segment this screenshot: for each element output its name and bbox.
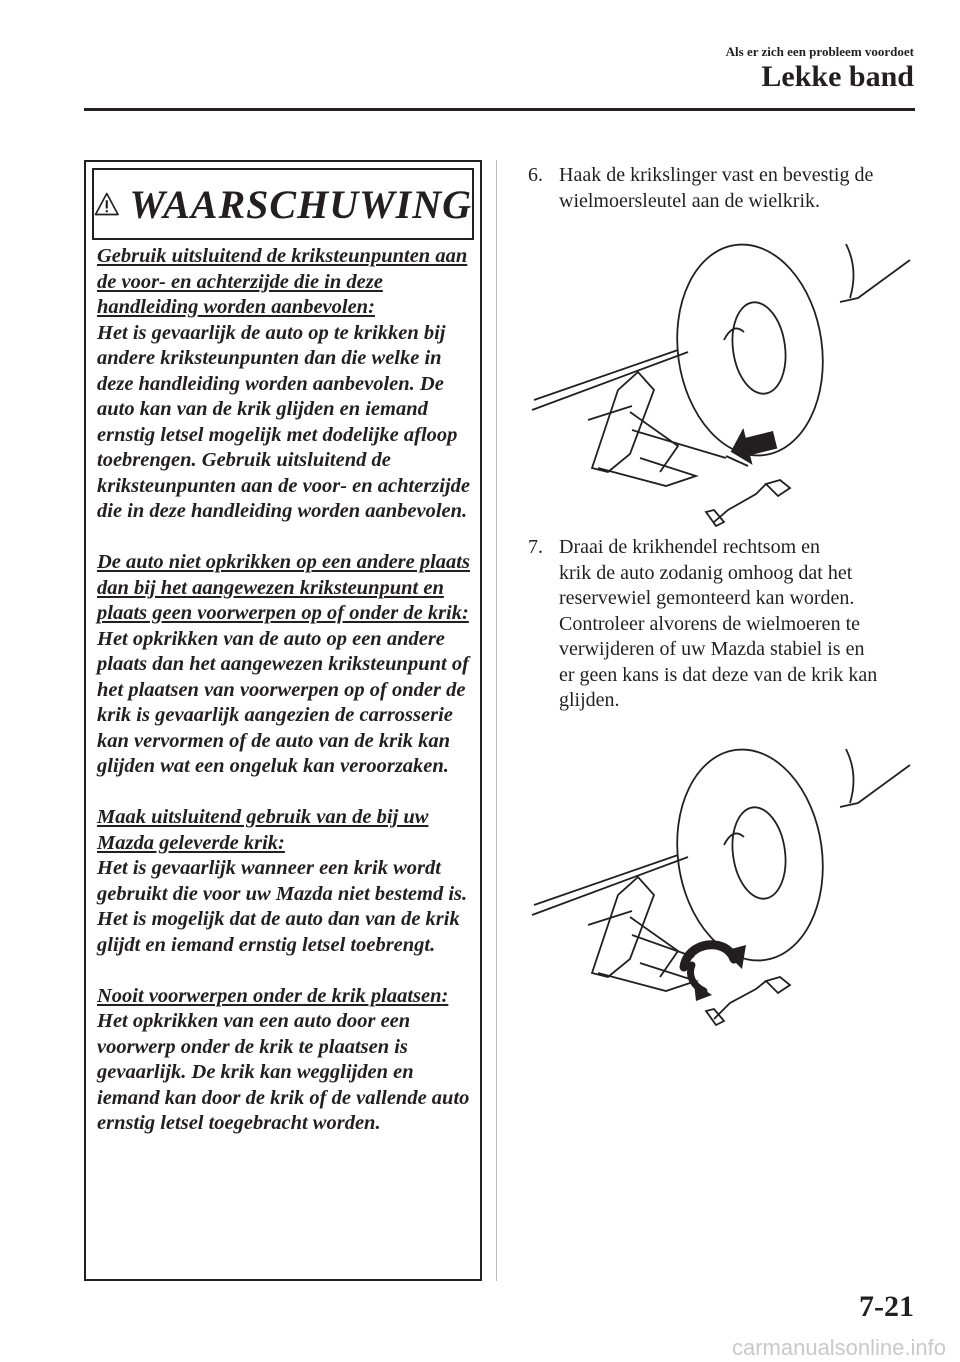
- warning-title: WAARSCHUWING: [129, 181, 472, 227]
- warning-heading-2: De auto niet opkrikken op een andere plaats dan bij het aangewezen kriksteunpunt en plaats geen voorwerpen op of onder de krik:: [97, 551, 470, 624]
- warning-block-4: [97, 984, 475, 1137]
- jack-cranking-illustration: [528, 745, 918, 1035]
- jack-handle-illustration: [528, 240, 918, 530]
- warning-text-4: Het opkrikken van een auto door een voorwerp onder de krik te plaatsen is gevaarlijk. De krik kan wegglijden en iemand kan door de krik of de vallende auto ernstig letsel toegebracht worden.: [97, 1010, 470, 1134]
- warning-text-2: Het opkrikken van de auto op een andere plaats dan het aangewezen kriksteunpunt of het plaatsen van voorwerpen op of onder de krik is gevaarlijk aangezien de carrosserie kan vervormen of de auto van de krik kan glijden wat een ongeluk kan veroorzaken.: [97, 627, 469, 777]
- step-line: krik de auto zodanig omhoog dat het: [559, 561, 853, 584]
- step-line: wielmoersleutel aan de wielkrik.: [559, 189, 821, 212]
- step-number: 6.: [528, 164, 543, 186]
- rotation-arrow-icon: [684, 945, 746, 1001]
- step-line: verwijderen of uw Mazda stabiel is en: [559, 638, 865, 660]
- page-title: Lekke band: [761, 60, 914, 93]
- step-line: glijden.: [559, 689, 620, 711]
- step-6: [528, 163, 928, 214]
- step-number: 7.: [528, 536, 543, 558]
- step-line: reservewiel gemonteerd kan worden.: [559, 587, 855, 609]
- step-text: [559, 535, 928, 714]
- step-line: Controleer alvorens de wielmoeren te: [559, 612, 860, 635]
- warning-heading-1: Gebruik uitsluitend de kriksteunpunten aan de voor- en achterzijde die in deze handleiding worden aanbevolen:: [97, 245, 468, 318]
- arrow-icon: [726, 421, 780, 469]
- column-divider: [496, 160, 497, 1281]
- warning-body: [97, 244, 475, 1162]
- step-7: [528, 535, 928, 714]
- section-title: Als er zich een probleem voordoet: [725, 44, 914, 59]
- warning-block-3: [97, 805, 475, 958]
- warning-text-3: Het is gevaarlijk wanneer een krik wordt gebruikt die voor uw Mazda niet bestemd is. Het is mogelijk dat de auto dan van de krik glijdt en iemand ernstig letsel toebrengt.: [97, 857, 468, 956]
- step-line: Haak de krikslinger vast en bevestig de: [559, 164, 874, 186]
- step-text: [559, 163, 928, 214]
- step-line: Draai de krikhendel rechtsom en: [559, 536, 821, 558]
- step-line: er geen kans is dat deze van de krik kan: [559, 663, 878, 686]
- warning-block-2: [97, 550, 475, 780]
- warning-title-bar: [92, 168, 474, 240]
- warning-heading-4: Nooit voorwerpen onder de krik plaatsen:: [97, 984, 449, 1007]
- warning-box: [84, 160, 482, 1281]
- header-divider: [84, 108, 915, 111]
- warning-heading-3: Maak uitsluitend gebruik van de bij uw Mazda geleverde krik:: [97, 806, 429, 854]
- warning-text-1: Het is gevaarlijk de auto op te krikken bij andere kriksteunpunten dan die welke in deze handleiding worden aanbevolen. De auto kan van de krik glijden en iemand ernstig letsel mogelijk met dodelijke afloop toebrengen. Gebruik uitsluitend de kriksteunpunten aan de voor- en achterzijde die in deze handleiding worden aanbevolen.: [97, 321, 471, 522]
- watermark[interactable]: carmanualsonline.info: [731, 1335, 946, 1360]
- warning-triangle-icon: [94, 188, 120, 220]
- page-number: 7-21: [859, 1290, 914, 1323]
- warning-block-1: [97, 244, 475, 525]
